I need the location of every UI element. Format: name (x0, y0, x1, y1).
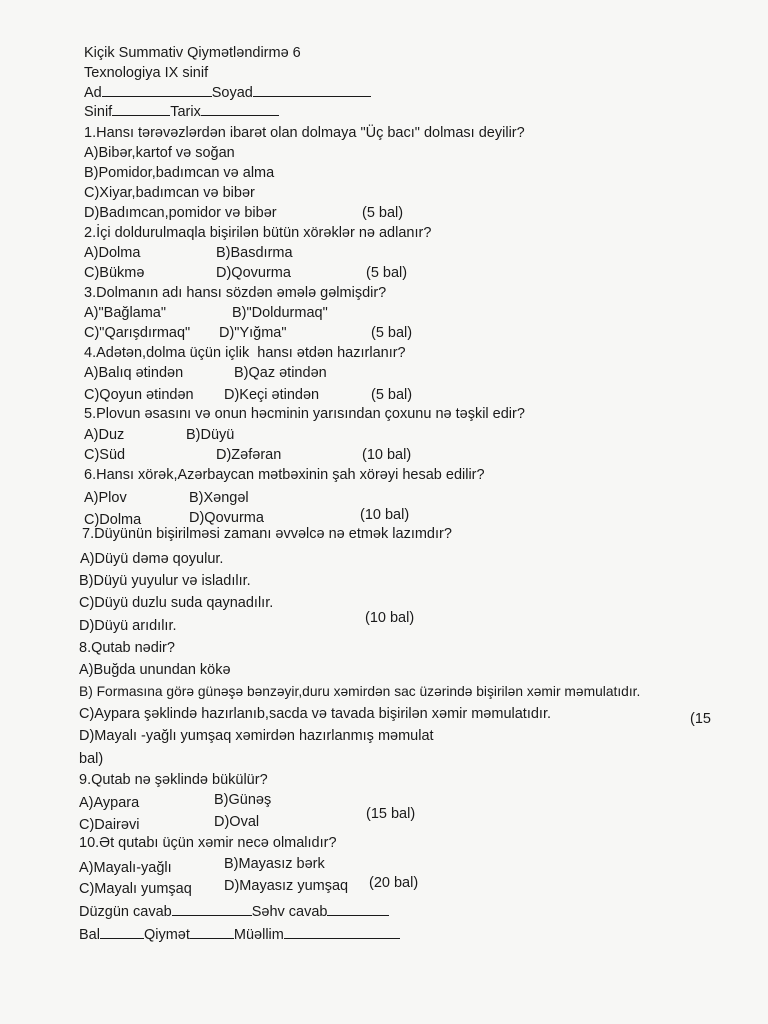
question-8-option-c[interactable]: C)Aypara şəklində hazırlanıb,sacda və tavada bişirilən xəmir məmulatıdır. (79, 706, 552, 722)
question-8-points-part2: bal) (79, 751, 104, 767)
question-10-option-a[interactable]: A)Mayalı-yağlı (79, 860, 172, 876)
question-3-points: (5 bal) (371, 325, 413, 341)
teacher-label: Müəllim (233, 927, 284, 943)
score-label: Bal (79, 927, 100, 943)
question-10-points: (20 bal) (369, 875, 419, 891)
class-label: Sinif (84, 104, 113, 120)
question-8-text: 8.Qutab nədir? (79, 640, 175, 656)
question-1-option-c[interactable]: C)Xiyar,badımcan və bibər (84, 185, 255, 201)
question-2-option-a[interactable]: A)Dolma (84, 245, 141, 261)
question-5-option-a[interactable]: A)Duz (84, 427, 125, 443)
question-7-option-c[interactable]: C)Düyü duzlu suda qaynadılır. (79, 595, 274, 611)
wrong-answers-blank[interactable] (327, 902, 389, 916)
question-8-option-a[interactable]: A)Buğda unundan kökə (79, 662, 231, 678)
question-5-text: 5.Plovun əsasını və onun həcminin yarısından çoxunu nə təşkil edir? (84, 406, 525, 422)
question-6-points: (10 bal) (360, 507, 410, 523)
question-4-option-d[interactable]: D)Keçi ətindən (224, 387, 320, 403)
grade-label: Qiymət (143, 927, 190, 943)
correct-answers-blank[interactable] (172, 902, 252, 916)
question-8-option-d[interactable]: D)Mayalı -yağlı yumşaq xəmirdən hazırlanmış məmulat (79, 728, 434, 744)
date-label: Tarix (170, 104, 201, 120)
question-9-option-b[interactable]: B)Günəş (214, 792, 272, 808)
wrong-answers-label: Səhv cavab (251, 904, 328, 920)
subject-line: Texnologiya IX sinif (84, 65, 209, 81)
question-2-text: 2.İçi doldurulmaqla bişirilən bütün xörəklər nə adlanır? (84, 225, 432, 241)
question-5-option-c[interactable]: C)Süd (84, 447, 126, 463)
question-3-text: 3.Dolmanın adı hansı sözdən əmələ gəlmişdir? (84, 285, 387, 301)
question-8-points-part1: (15 (690, 711, 711, 727)
question-10-option-b[interactable]: B)Mayasız bərk (224, 856, 325, 872)
grade-blank[interactable] (190, 925, 234, 939)
question-3-option-a[interactable]: A)"Bağlama" (84, 305, 167, 321)
class-line (84, 102, 279, 121)
question-2-option-d[interactable]: D)Qovurma (216, 265, 291, 281)
question-9-points: (15 bal) (366, 806, 416, 822)
question-5-option-b[interactable]: B)Düyü (186, 427, 235, 443)
question-6-option-d[interactable]: D)Qovurma (189, 510, 264, 526)
question-9-option-a[interactable]: A)Aypara (79, 795, 140, 811)
question-1-option-d[interactable]: D)Badımcan,pomidor və bibər (84, 205, 277, 221)
question-8-option-b[interactable]: B) Formasına görə günəşə bənzəyir,duru xəmirdən sac üzərində bişirilən xəmir məmulatıdır. (79, 684, 641, 699)
question-6-option-b[interactable]: B)Xəngəl (189, 490, 249, 506)
question-5-points: (10 bal) (362, 447, 412, 463)
question-7-option-a[interactable]: A)Düyü dəmə qoyulur. (80, 551, 224, 567)
question-9-text: 9.Qutab nə şəklində bükülür? (79, 772, 268, 788)
question-3-option-d[interactable]: D)"Yığma" (219, 325, 287, 341)
name-label: Ad (84, 85, 102, 101)
question-7-text: 7.Düyünün bişirilməsi zamanı əvvəlcə nə etmək lazımdır? (82, 526, 452, 542)
question-2-points: (5 bal) (366, 265, 408, 281)
question-4-option-b[interactable]: B)Qaz ətindən (234, 365, 327, 381)
question-6-option-a[interactable]: A)Plov (84, 490, 127, 506)
question-9-option-d[interactable]: D)Oval (214, 814, 260, 830)
question-9-option-c[interactable]: C)Dairəvi (79, 817, 140, 833)
question-1-option-a[interactable]: A)Bibər,kartof və soğan (84, 145, 235, 161)
question-7-points: (10 bal) (365, 610, 415, 626)
name-line (84, 83, 371, 102)
question-1-option-b[interactable]: B)Pomidor,badımcan və alma (84, 165, 275, 181)
question-5-option-d[interactable]: D)Zəfəran (216, 447, 282, 463)
question-6-option-c[interactable]: C)Dolma (84, 512, 142, 528)
name-blank[interactable] (102, 83, 212, 97)
correct-answers-label: Düzgün cavab (79, 904, 172, 920)
question-7-option-d[interactable]: D)Düyü arıdılır. (79, 618, 177, 634)
teacher-blank[interactable] (284, 925, 400, 939)
question-7-option-b[interactable]: B)Düyü yuyulur və isladılır. (79, 573, 251, 589)
question-4-text: 4.Adətən,dolma üçün içlik hansı ətdən hazırlanır? (84, 345, 406, 361)
question-6-text: 6.Hansı xörək,Azərbaycan mətbəxinin şah xörəyi hesab edilir? (84, 467, 485, 483)
question-10-option-d[interactable]: D)Mayasız yumşaq (224, 878, 349, 894)
question-4-points: (5 bal) (371, 387, 413, 403)
question-1-points: (5 bal) (362, 205, 404, 221)
question-3-option-c[interactable]: C)"Qarışdırmaq" (84, 325, 191, 341)
grading-line (79, 925, 400, 944)
surname-label: Soyad (211, 85, 253, 101)
worksheet-title: Kiçik Summativ Qiymətləndirmə 6 (84, 45, 301, 61)
score-blank[interactable] (100, 925, 144, 939)
question-2-option-b[interactable]: B)Basdırma (216, 245, 293, 261)
question-4-option-a[interactable]: A)Balıq ətindən (84, 365, 184, 381)
question-10-text: 10.Ət qutabı üçün xəmir necə olmalıdır? (79, 835, 337, 851)
class-blank[interactable] (112, 102, 170, 116)
question-3-option-b[interactable]: B)"Doldurmaq" (232, 305, 328, 321)
question-1-text: 1.Hansı tərəvəzlərdən ibarət olan dolmaya "Üç bacı" dolması deyilir? (84, 125, 525, 141)
answer-count-line (79, 902, 389, 921)
question-2-option-c[interactable]: C)Bükmə (84, 265, 145, 281)
date-blank[interactable] (201, 102, 279, 116)
surname-blank[interactable] (253, 83, 371, 97)
question-10-option-c[interactable]: C)Mayalı yumşaq (79, 881, 192, 897)
question-4-option-c[interactable]: C)Qoyun ətindən (84, 387, 194, 403)
